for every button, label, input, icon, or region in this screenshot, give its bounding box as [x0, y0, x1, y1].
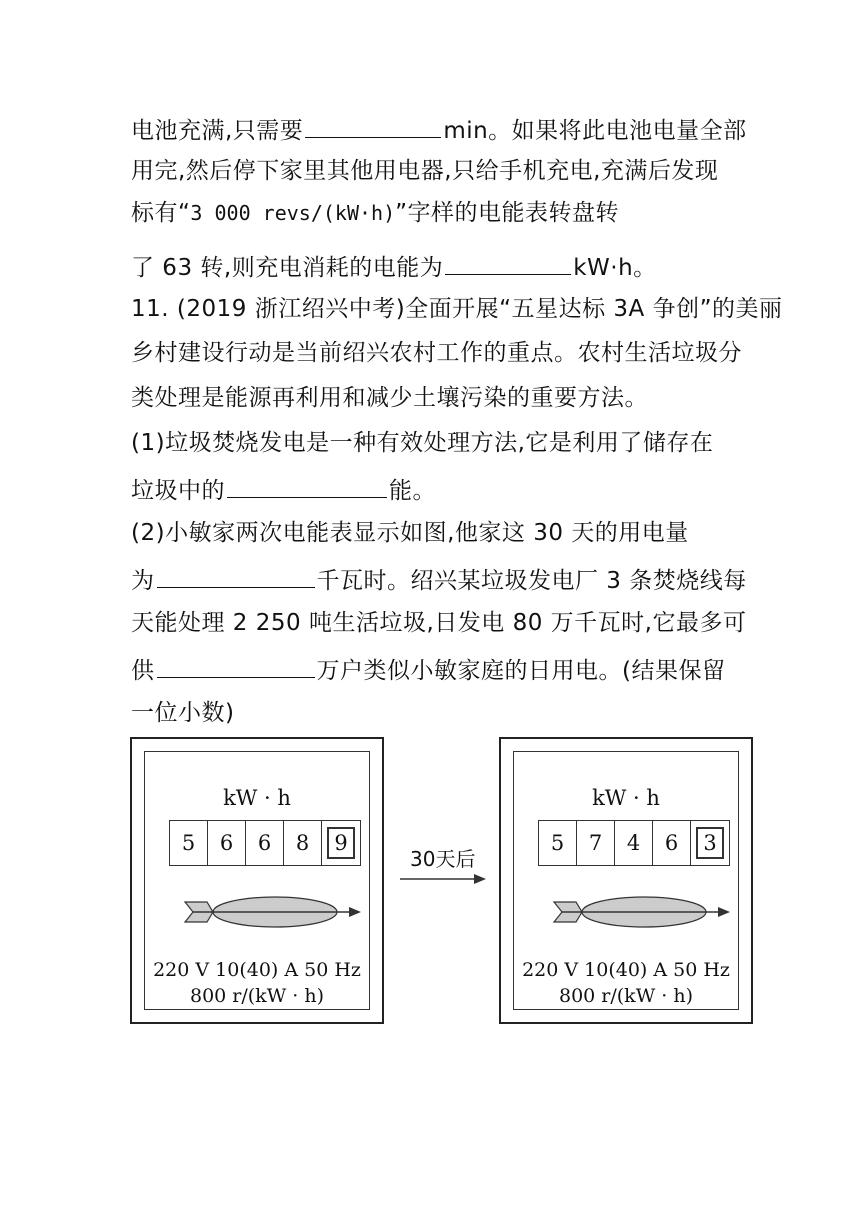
meter-digit: 5: [539, 821, 577, 865]
meter-spec-rating: 220 V 10(40) A 50 Hz: [522, 959, 730, 981]
meter-digit: 5: [170, 821, 208, 865]
answer-blank-usage[interactable]: [157, 563, 315, 588]
part-2-line-4: [131, 653, 725, 686]
meter-after: [499, 737, 753, 1024]
meter-spec-rating: 220 V 10(40) A 50 Hz: [153, 959, 361, 981]
text-segment: 能。: [389, 478, 436, 504]
meter-spec-constant: 800 r/(kW · h): [558, 985, 693, 1007]
rotating-disk-icon: [552, 892, 732, 932]
text-segment: 千瓦时。绍兴某垃圾发电厂 3 条焚烧线每: [316, 568, 747, 594]
text-segment: 了 63 转,则充电消耗的电能为: [131, 255, 444, 281]
text-line-2: 用完,然后停下家里其他用电器,只给手机充电,充满后发现: [131, 158, 719, 184]
meter-digit-decimal-box: 9: [327, 827, 355, 859]
text-line-3: [131, 198, 619, 228]
text-line-7: 类处理是能源再利用和减少土壤污染的重要方法。: [131, 385, 648, 411]
part-1-line-1: (1)垃圾焚烧发电是一种有效处理方法,它是利用了储存在: [131, 430, 714, 456]
meter-spec-constant: 800 r/(kW · h): [189, 985, 324, 1007]
text-segment: 供: [131, 658, 155, 684]
part-1-line-2: [131, 473, 436, 506]
arrow-right-icon: [398, 872, 488, 886]
meter-reading: [169, 820, 361, 866]
meter-panel: [144, 751, 370, 1010]
text-segment: 标有“: [131, 200, 191, 226]
meter-unit-label: kW · h: [592, 786, 660, 810]
answer-blank-energy[interactable]: [445, 250, 571, 275]
meter-digit: 8: [284, 821, 322, 865]
text-line-1: [131, 113, 747, 146]
text-segment: 电池充满,只需要: [131, 118, 304, 144]
meter-digit: 7: [577, 821, 615, 865]
part-2-line-5: 一位小数): [131, 700, 235, 726]
answer-blank-households[interactable]: [157, 653, 315, 678]
answer-blank-minutes[interactable]: [305, 113, 441, 138]
text-segment: 为: [131, 568, 155, 594]
text-segment: ”字样的电能表转盘转: [395, 200, 620, 226]
elapsed-time-label: 30天后: [410, 847, 476, 871]
answer-blank-energy-type[interactable]: [227, 473, 387, 498]
meter-digit-decimal-box: 3: [696, 827, 724, 859]
meter-digit: 6: [208, 821, 246, 865]
meter-before: [130, 737, 384, 1024]
meter-panel: [513, 751, 739, 1010]
part-2-line-3: 天能处理 2 250 吨生活垃圾,日发电 80 万千瓦时,它最多可: [131, 610, 747, 636]
meter-digit: 6: [653, 821, 691, 865]
part-2-line-2: [131, 563, 747, 596]
text-line-4: [131, 250, 657, 283]
meter-unit-label: kW · h: [223, 786, 291, 810]
part-2-line-1: (2)小敏家两次电能表显示如图,他家这 30 天的用电量: [131, 520, 689, 546]
text-segment: 垃圾中的: [131, 478, 225, 504]
text-line-6: 乡村建设行动是当前绍兴农村工作的重点。农村生活垃圾分: [131, 340, 742, 366]
meter-digit-decimal: [691, 821, 729, 865]
meter-constant: 3 000 revs/(kW·h): [190, 201, 396, 225]
rotating-disk-icon: [183, 892, 363, 932]
meter-digit: 4: [615, 821, 653, 865]
text-segment: kW·h。: [573, 255, 657, 281]
text-segment: min。如果将此电池电量全部: [443, 118, 747, 144]
question-11-title: 11. (2019 浙江绍兴中考)全面开展“五星达标 3A 争创”的美丽: [131, 296, 783, 322]
meter-reading: [538, 820, 730, 866]
text-segment: 万户类似小敏家庭的日用电。(结果保留: [316, 658, 726, 684]
meter-digit: 6: [246, 821, 284, 865]
meter-digit-decimal: [322, 821, 360, 865]
